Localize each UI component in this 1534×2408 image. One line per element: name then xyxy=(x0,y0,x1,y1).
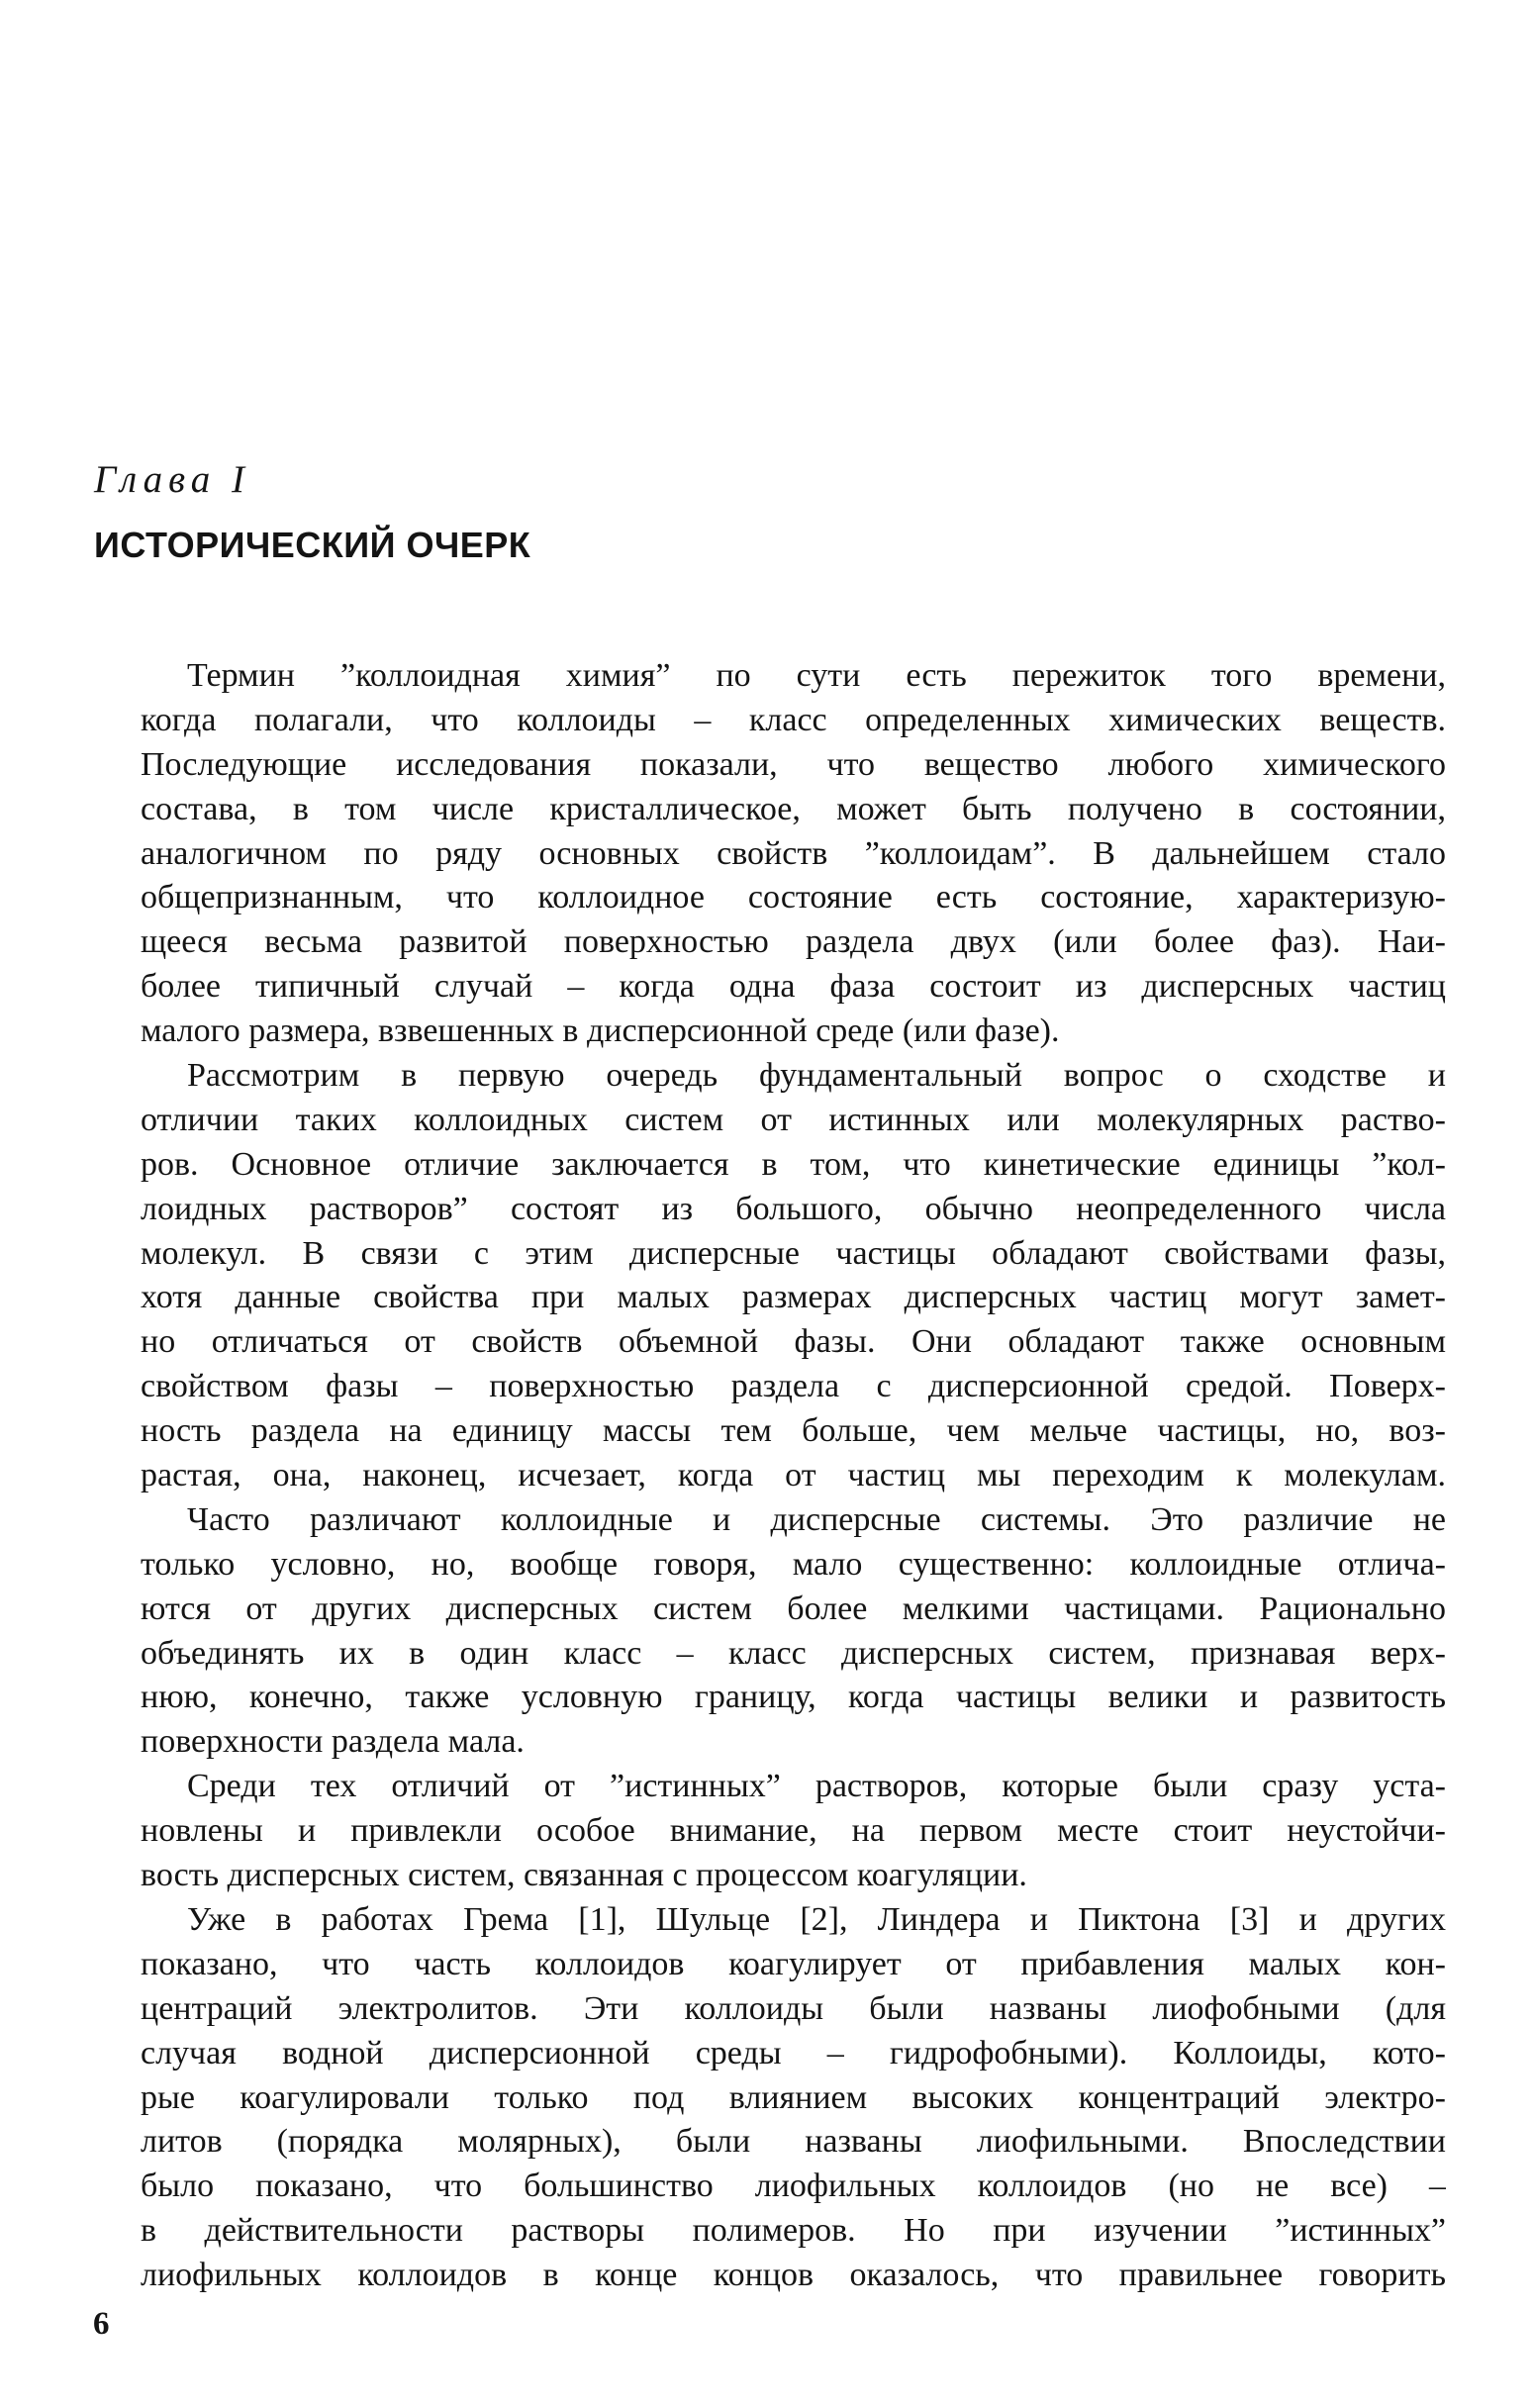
paragraph xyxy=(94,654,1446,1054)
chapter-title: ИСТОРИЧЕСКИЙ ОЧЕРК xyxy=(94,525,531,565)
text-line: но отличаться от свойств объемной фазы. Они обладают также основным xyxy=(141,1323,1446,1361)
paragraph xyxy=(94,1765,1446,1898)
text-line: растая, она, наконец, исчезает, когда от частиц мы переходим к молекулам. xyxy=(141,1457,1446,1494)
text-line: Термин ”коллоидная химия” по сути есть пережиток того времени, xyxy=(187,657,1446,694)
text-line: в действительности растворы полимеров. Но при изучении ”истинных” xyxy=(141,2212,1446,2250)
chapter-label: Глава I xyxy=(94,458,250,501)
text-line: когда полагали, что коллоиды – класс определенных химических веществ. xyxy=(141,701,1446,738)
text-line: поверхности раздела мала. xyxy=(141,1723,525,1761)
text-line: лоидных растворов” состоят из большого, обычно неопределенного числа xyxy=(141,1190,1446,1227)
text-line: состава, в том числе кристаллическое, может быть получено в состоянии, xyxy=(141,790,1446,827)
page-number: 6 xyxy=(93,2306,110,2342)
text-line: малого размера, взвешенных в дисперсионной среде (или фазе). xyxy=(141,1012,1060,1050)
text-line: центраций электролитов. Эти коллоиды были названы лиофобными (для xyxy=(141,1989,1446,2027)
text-line: общепризнанным, что коллоидное состояние есть состояние, характеризую- xyxy=(141,879,1446,916)
text-line: более типичный случай – когда одна фаза состоит из дисперсных частиц xyxy=(141,968,1446,1006)
text-line: аналогичном по ряду основных свойств ”коллоидам”. В дальнейшем стало xyxy=(141,834,1446,872)
paragraph xyxy=(94,1054,1446,1498)
text-line: хотя данные свойства при малых размерах дисперсных частиц могут замет- xyxy=(141,1279,1446,1316)
paragraph xyxy=(94,1498,1446,1765)
text-line: лиофильных коллоидов в конце концов оказалось, что правильнее говорить xyxy=(141,2257,1446,2294)
text-line: Среди тех отличий от ”истинных” растворов, которые были сразу уста- xyxy=(187,1768,1446,1805)
text-line: рые коагулировали только под влиянием высоких концентраций электро- xyxy=(141,2078,1446,2116)
paragraph xyxy=(94,1898,1446,2298)
text-line: вость дисперсных систем, связанная с процессом коагуляции. xyxy=(141,1857,1027,1894)
text-line: молекул. В связи с этим дисперсные частицы обладают свойствами фазы, xyxy=(141,1234,1446,1272)
text-line: только условно, но, вообще говоря, мало существенно: коллоидные отлича- xyxy=(141,1545,1446,1583)
text-line: Часто различают коллоидные и дисперсные системы. Это различие не xyxy=(187,1500,1446,1538)
body-text xyxy=(94,654,1446,2298)
text-line: было показано, что большинство лиофильных коллоидов (но не все) – xyxy=(141,2167,1446,2205)
text-line: ность раздела на единицу массы тем больше, чем мельче частицы, но, воз- xyxy=(141,1412,1446,1450)
text-line: щееся весьма развитой поверхностью раздела двух (или более фаз). Наи- xyxy=(141,923,1446,961)
text-line: ров. Основное отличие заключается в том, что кинетические единицы ”кол- xyxy=(141,1145,1446,1183)
text-line: случая водной дисперсионной среды – гидрофобными). Коллоиды, кото- xyxy=(141,2034,1446,2071)
text-line: новлены и привлекли особое внимание, на первом месте стоит неустойчи- xyxy=(141,1812,1446,1850)
text-line: литов (порядка молярных), были названы лиофильными. Впоследствии xyxy=(141,2123,1446,2161)
text-line: показано, что часть коллоидов коагулирует от прибавления малых кон- xyxy=(141,1945,1446,1982)
text-line: нюю, конечно, также условную границу, когда частицы велики и развитость xyxy=(141,1679,1446,1716)
text-line: Уже в работах Грема [1], Шульце [2], Линдера и Пиктона [3] и других xyxy=(187,1900,1446,1938)
text-line: ются от других дисперсных систем более мелкими частицами. Рационально xyxy=(141,1589,1446,1627)
text-line: Рассмотрим в первую очередь фундаментальный вопрос о сходстве и xyxy=(187,1057,1446,1095)
text-line: Последующие исследования показали, что вещество любого химического xyxy=(141,745,1446,783)
text-line: свойством фазы – поверхностью раздела с дисперсионной средой. Поверх- xyxy=(141,1368,1446,1405)
text-line: отличии таких коллоидных систем от истинных или молекулярных раство- xyxy=(141,1101,1446,1138)
text-line: объединять их в один класс – класс дисперсных систем, признавая верх- xyxy=(141,1634,1446,1672)
